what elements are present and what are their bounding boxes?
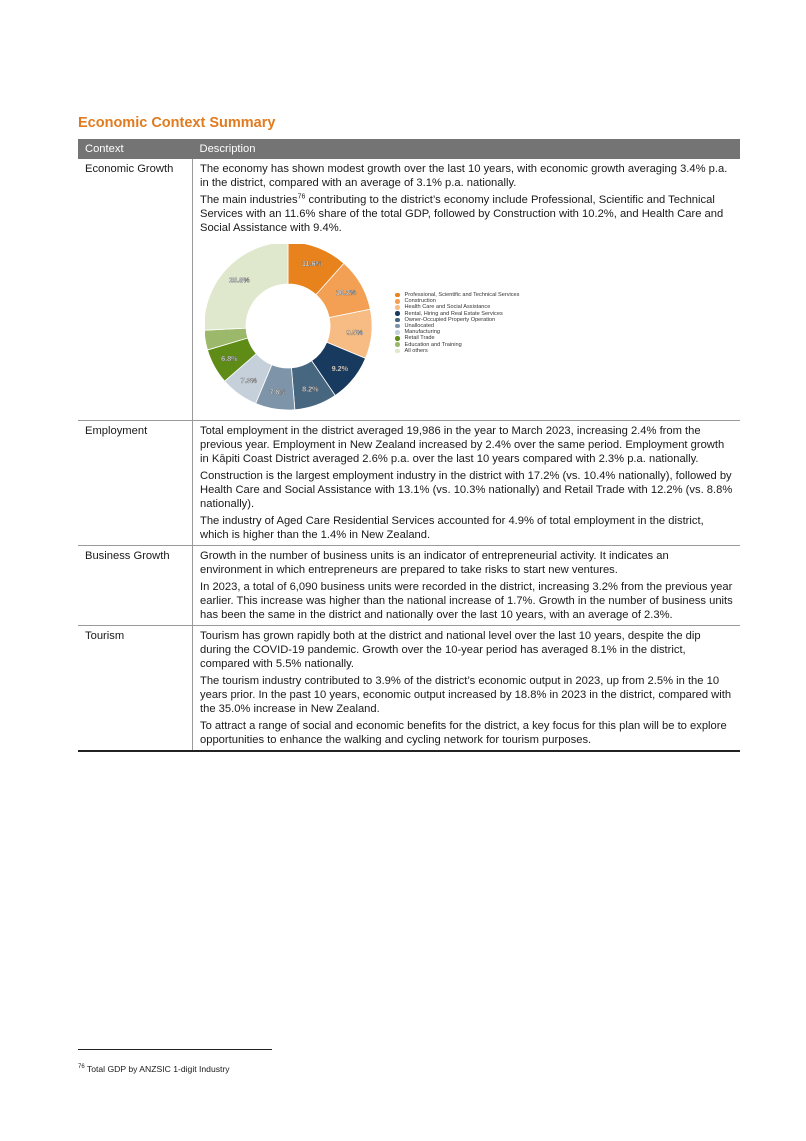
description-cell [193,546,741,626]
slice-label: 9.2% [331,363,349,373]
legend-swatch [395,330,400,335]
description-paragraph: Total employment in the district averaged 19,986 in the year to March 2023, increasing 2.4% from the previous year. Employment in New Zealand increased by 2.4% over the same period. Employment growth in Kāpiti Coast District averaged 2.6% p.a. over the last 10 years compared with 2.3% p.a. nationally. [200,425,725,465]
table-row [78,546,740,626]
table-row [78,421,740,546]
text-fragment: contributing to the district’s economy include Professional, Scientific and Technical Services with an 11.6% share of the total GDP, followed by Construction with 10.2%, and Health Care and Social Assistance with 9.4%. [200,194,724,234]
description-cell [193,421,741,546]
economic-context-table [78,139,740,752]
context-cell: Economic Growth [78,159,193,421]
chart-legend [395,292,519,354]
slice-label: 7.6% [269,387,286,397]
description-paragraph: The industry of Aged Care Residential Services accounted for 4.9% of total employment in the district, which is higher than the 1.4% in New Zealand. [200,515,704,541]
table-header-row [78,139,740,159]
footnote-divider [78,1049,272,1050]
table-row [78,626,740,752]
description-cell [193,626,741,752]
footnote [78,1064,230,1074]
legend-label: Education and Training [404,341,462,348]
legend-label: Manufacturing [404,329,440,336]
description-paragraph: Growth in the number of business units is an indicator of entrepreneurial activity. It indicates an environment in which entrepreneurs are prepared to take risks to start new ventures. [200,550,669,576]
slice-label: 8.2% [302,384,319,394]
slice-label: 10.2% [335,288,357,298]
description-cell [193,159,741,421]
legend-label: All others [404,347,428,354]
legend-label: Health Care and Social Assistance [404,304,491,311]
legend-swatch [395,324,400,329]
legend-label: Rental, Hiring and Real Estate Services [404,310,503,317]
legend-swatch [395,299,400,304]
legend-swatch [395,349,400,354]
slice-label: 25.8% [229,275,250,285]
legend-item [395,348,519,354]
description-paragraph: In 2023, a total of 6,090 business units were recorded in the district, increasing 3.2% from the previous year earlier. This increase was higher than the national increase of 1.7%. Growth in the number of business units has been the same in the district and nationally over the last 10 years, with an average of 2.3%. [200,581,733,621]
description-paragraph: The economy has shown modest growth over the last 10 years, with economic growth averaging 3.4% p.a. in the district, compared with an average of 3.1% p.a. nationally. [200,163,728,189]
legend-swatch [395,311,400,316]
legend-swatch [395,342,400,347]
description-paragraph: Tourism has grown rapidly both at the district and national level over the last 10 years, despite the dip during the COVID-19 pandemic. Growth over the 10-year period has averaged 8.1% in the district, compared with 5.5% nationally. [200,630,701,670]
footnote-text: Total GDP by ANZSIC 1-digit Industry [84,1064,230,1074]
footnote-reference[interactable]: 76 [297,193,306,201]
description-paragraph: To attract a range of social and economic benefits for the district, a key focus for this plan will be to explore opportunities to enhance the walking and cycling network for tourism purposes. [200,720,727,746]
legend-label: Retail Trade [404,335,435,342]
description-paragraph [200,193,733,235]
context-cell: Business Growth [78,546,193,626]
legend-label: Owner-Occupied Property Operation [404,316,496,323]
slice-label: 11.6% [301,258,322,268]
context-cell: Tourism [78,626,193,752]
legend-swatch [395,318,400,323]
donut-slice [205,244,288,330]
table-row [78,159,740,421]
context-cell: Employment [78,421,193,546]
description-paragraph: The tourism industry contributed to 3.9% of the district’s economic output in 2023, up from 2.5% in the 10 years prior. In the past 10 years, economic output increased by 18.8% in 2023 in the district, compared with the 35.0% increase in New Zealand. [200,675,732,715]
legend-label: Construction [404,298,436,305]
legend-swatch [395,305,400,310]
legend-swatch [395,293,400,298]
legend-label: Unallocated [404,323,435,330]
legend-swatch [395,336,400,341]
gdp-donut-chart [205,244,565,416]
header-description: Description [193,139,741,159]
text-fragment: The main industries [200,194,298,206]
legend-label: Professional, Scientific and Technical Services [404,292,520,298]
description-paragraph: Construction is the largest employment industry in the district with 17.2% (vs. 10.4% nationally), followed by Health Care and Social Assistance with 13.1% (vs. 10.3% nationally) and Retail Trade with 12.2% (vs. 8.8% nationally). [200,470,733,510]
header-context: Context [78,139,193,159]
slice-label: 9.5% [346,328,363,338]
footnote-number: 76 [78,1064,85,1071]
slice-label: 7.3% [240,375,257,385]
slice-label: 6.8% [221,353,238,363]
section-title: Economic Context Summary [78,115,276,131]
